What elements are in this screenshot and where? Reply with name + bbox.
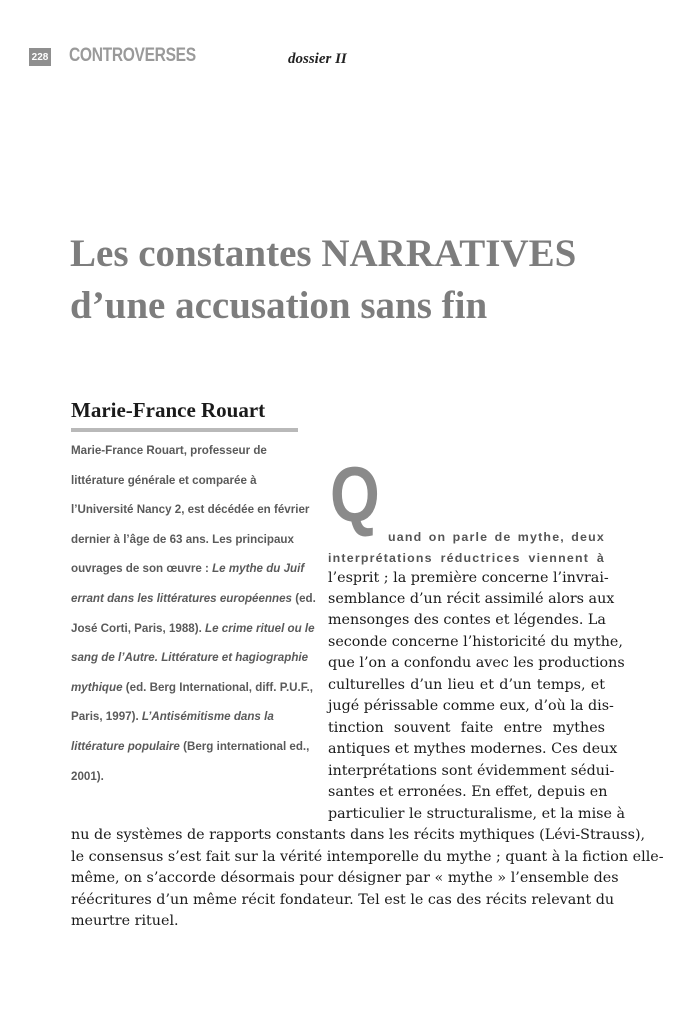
body-line: nu de systèmes de rapports constants dans les récits mythiques (Lévi-Strauss), [71,827,646,843]
bio-book-3: L’Antisémitisme dans la littérature populaire [71,710,274,753]
body-line: interprétations sont évidemment sédui- [328,763,615,779]
title-line-1: Les constantes NARRATIVES [70,232,577,275]
journal-logo: CONTROVERSES [69,45,196,66]
author-bio [71,436,321,791]
body-line: semblance d’un récit assimilé alors aux [328,591,615,607]
author-underline [71,428,298,432]
bio-book-2: Le crime rituel ou le sang de l’Autre. Littérature et hagiographie mythique [71,621,315,694]
body-line: mensonges des contes et légendes. La [328,612,606,628]
drop-cap: Q [330,450,380,538]
bio-text-4: (Berg international ed., 2001). [71,739,310,783]
page-number: 228 [29,48,51,66]
bio-text-2: (ed. José Corti, Paris, 1988). [71,591,316,635]
section-label: dossier II [288,51,347,67]
title-line-2: d’une accusation sans fin [70,284,488,327]
body-line: seconde concerne l’historicité du mythe, [328,634,623,650]
body-line: culturelles d’un lieu et d’un temps, et [328,677,605,693]
body-line: tinction souvent faite entre mythes [328,720,605,736]
body-line: le consensus s’est fait sur la vérité intemporelle du mythe ; quant à la fiction elle- [71,849,664,865]
bio-text-3: (ed. Berg International, diff. P.U.F., Paris, 1997). [71,680,314,724]
body-line: même, on s’accorde désormais pour désigner par « mythe » l’ensemble des [71,870,619,886]
body-line: santes et erronées. En effet, depuis en [328,784,608,800]
body-line: antiques et mythes modernes. Ces deux [328,741,618,757]
author-name: Marie-France Rouart [71,398,266,422]
body-line: meurtre rituel. [71,913,179,929]
body-line: particulier le structuralisme, et la mise à [328,806,626,822]
body-line: jugé périssable comme eux, d’où la dis- [328,698,614,714]
bio-book-1: Le mythe du Juif errant dans les littératures européennes [71,562,305,605]
body-line: que l’on a confondu avec les productions [328,655,625,671]
body-line: réécritures d’un même récit fondateur. Tel est le cas des récits relevant du [71,892,615,908]
body-line: interprétations réductrices viennent à [328,551,605,565]
article-title [70,228,660,332]
bio-text-1: Marie-France Rouart, professeur de littérature générale et comparée à l’Université Nancy 2, est décédée en février dernier à l’âge de 63 ans. Les principaux ouvrages de son œuvre : [71,444,310,576]
body-line: uand on parle de mythe, deux [388,530,605,544]
body-line: l’esprit ; la première concerne l’invrai- [328,570,609,586]
